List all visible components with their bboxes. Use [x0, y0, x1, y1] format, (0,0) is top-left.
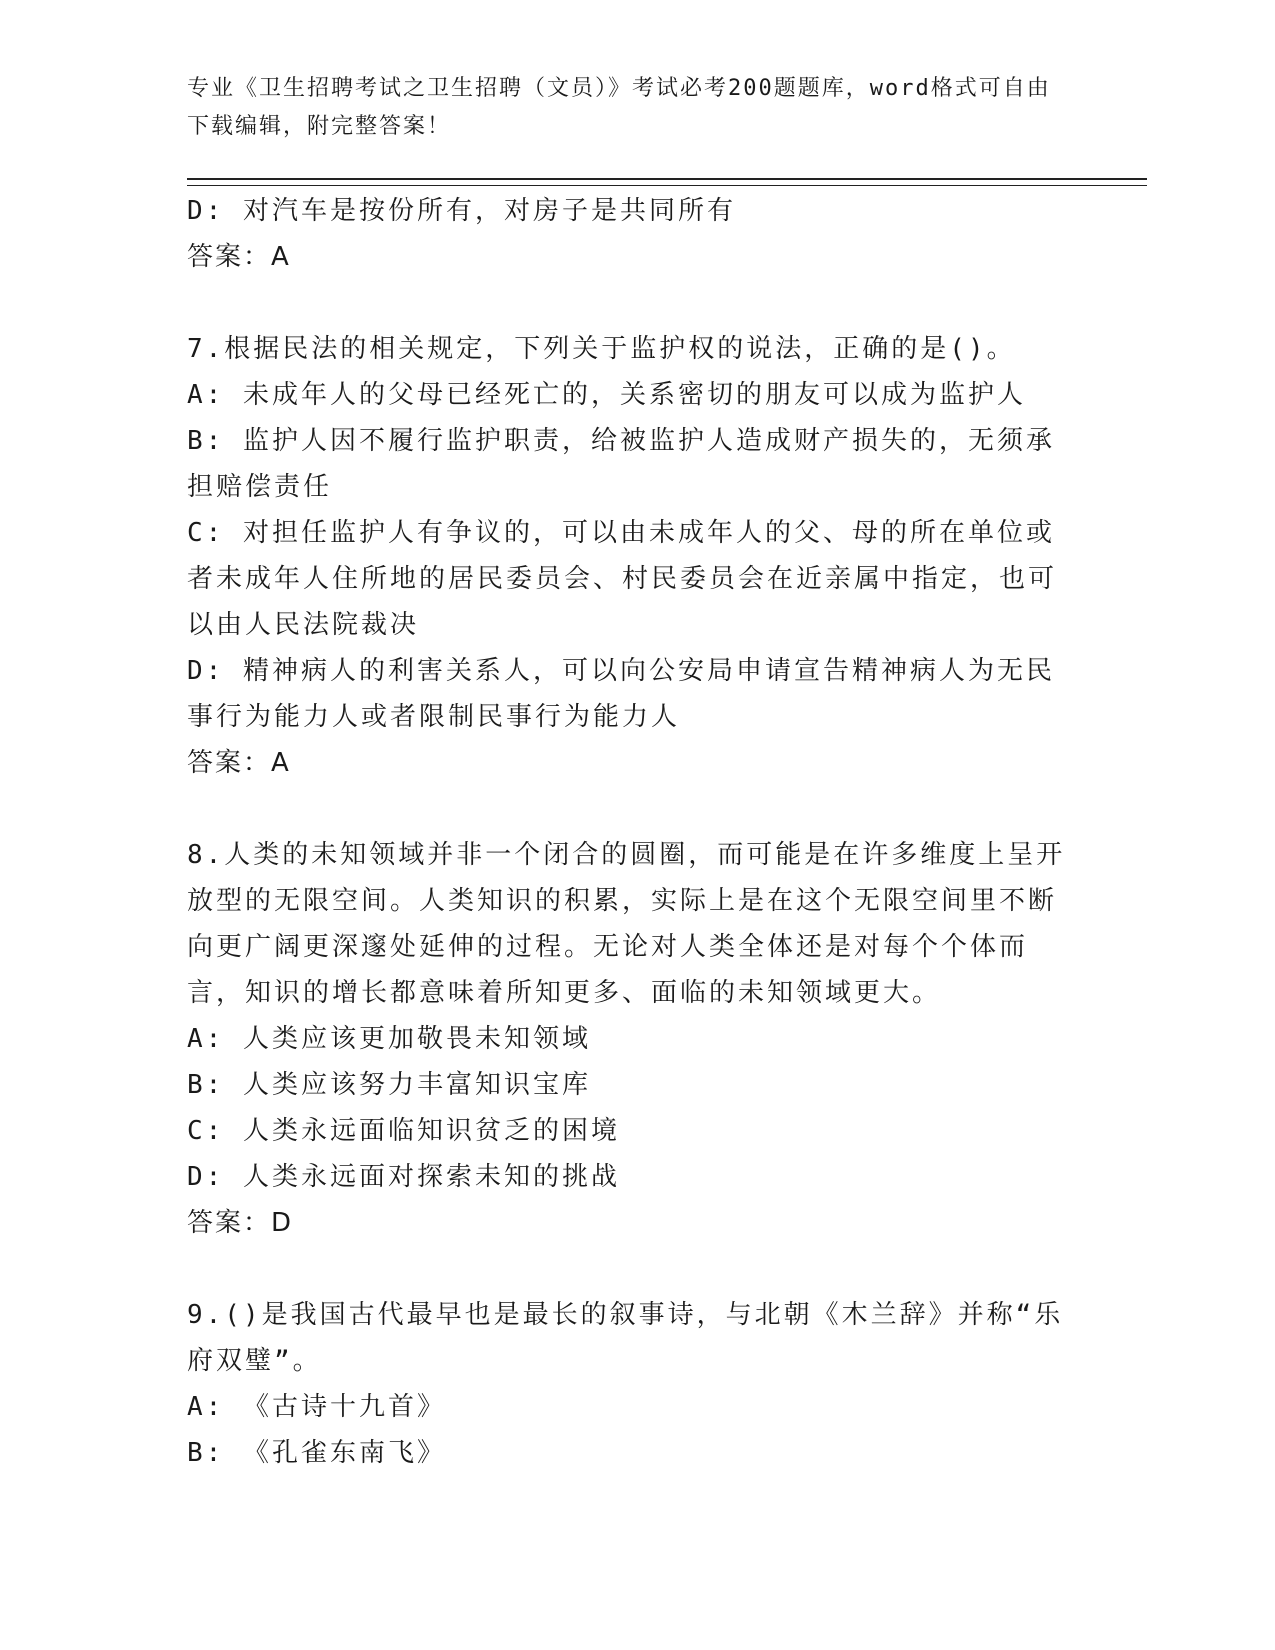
question-7 [187, 326, 1067, 786]
option-b: B: 监护人因不履行监护职责，给被监护人造成财产损失的，无须承担赔偿责任 [187, 426, 1055, 502]
header-divider-bottom [187, 185, 1147, 186]
option-a: A: 未成年人的父母已经死亡的，关系密切的朋友可以成为监护人 [187, 380, 1026, 410]
spacer [187, 786, 1067, 832]
option-c: C: 对担任监护人有争议的，可以由未成年人的父、母的所在单位或者未成年人住所地的居民委员会、村民委员会在近亲属中指定，也可以由人民法院裁决 [187, 518, 1058, 640]
document-body [187, 188, 1067, 1476]
option-a: A: 《古诗十九首》 [187, 1392, 446, 1422]
option-d: D: 人类永远面对探索未知的挑战 [187, 1162, 620, 1192]
answer-line: 答案：D [187, 1208, 294, 1238]
question-stem: 9.()是我国古代最早也是最长的叙事诗，与北朝《木兰辞》并称“乐府双璧”。 [187, 1300, 1064, 1376]
header-divider-top [187, 178, 1147, 180]
option-b: B: 人类应该努力丰富知识宝库 [187, 1070, 591, 1100]
option-b: B: 《孔雀东南飞》 [187, 1438, 446, 1468]
answer-line: 答案：A [187, 748, 291, 778]
option-d: D: 对汽车是按份所有，对房子是共同所有 [187, 196, 736, 226]
question-8 [187, 832, 1067, 1246]
document-header: 专业《卫生招聘考试之卫生招聘（文员）》考试必考200题题库，word格式可自由下载编辑，附完整答案！ [187, 76, 1051, 139]
question-9 [187, 1292, 1067, 1476]
option-c: C: 人类永远面临知识贫乏的困境 [187, 1116, 620, 1146]
answer-line: 答案：A [187, 242, 291, 272]
spacer [187, 1246, 1067, 1292]
option-a: A: 人类应该更加敬畏未知领域 [187, 1024, 591, 1054]
question-stem: 8.人类的未知领域并非一个闭合的圆圈，而可能是在许多维度上呈开放型的无限空间。人类知识的积累，实际上是在这个无限空间里不断向更广阔更深邃处延伸的过程。无论对人类全体还是对每个个体而言，知识的增长都意味着所知更多、面临的未知领域更大。 [187, 840, 1066, 1008]
question-stem: 7.根据民法的相关规定，下列关于监护权的说法，正确的是()。 [187, 334, 1016, 364]
question-6 [187, 188, 1067, 280]
spacer [187, 280, 1067, 326]
option-d: D: 精神病人的利害关系人，可以向公安局申请宣告精神病人为无民事行为能力人或者限制民事行为能力人 [187, 656, 1055, 732]
